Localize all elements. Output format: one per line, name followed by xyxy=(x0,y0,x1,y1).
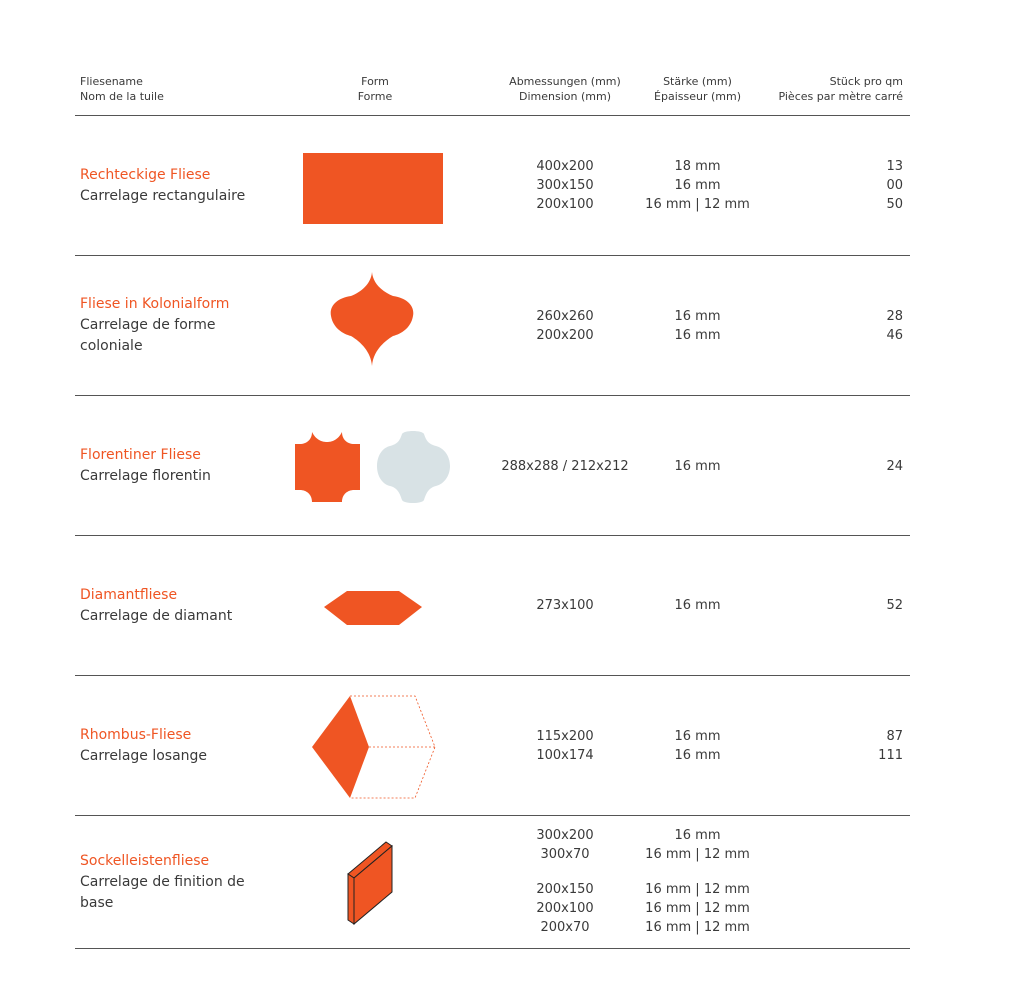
dimension-value: 115x200 xyxy=(536,729,594,744)
tile-name xyxy=(80,585,270,627)
header-name xyxy=(80,74,164,104)
divider xyxy=(75,255,910,256)
thickness-value: 16 mm xyxy=(674,828,721,843)
header-dim-fr: Dimension (mm) xyxy=(519,90,611,103)
dimension-value: 300x70 xyxy=(540,847,590,862)
tile-name-fr: Carrelage de diamant xyxy=(80,608,233,624)
thickness-value: 16 mm xyxy=(674,729,721,744)
tile-name-fr: Carrelage florentin xyxy=(80,468,211,484)
tile-name-fr: Carrelage losange xyxy=(80,748,208,764)
dimension-value: 273x100 xyxy=(536,598,594,613)
header-form xyxy=(330,74,420,104)
header-thk-de: Stärke (mm) xyxy=(663,75,732,88)
thickness-value: 18 mm xyxy=(674,159,721,174)
thickness-value: 16 mm | 12 mm xyxy=(645,847,750,862)
quantity xyxy=(780,307,903,345)
quantity-value: 13 xyxy=(886,159,903,174)
header-form-de: Form xyxy=(361,75,389,88)
quantity xyxy=(780,596,903,615)
dimension-value: 288x288 / 212x212 xyxy=(501,459,629,474)
quantity-value: 28 xyxy=(886,309,903,324)
quantity-value: 24 xyxy=(886,459,903,474)
dimension-value: 300x150 xyxy=(536,178,594,193)
tile-name xyxy=(80,725,270,767)
header-dimension xyxy=(500,74,630,104)
quantity-value: 111 xyxy=(878,748,903,763)
quantity-value: 52 xyxy=(886,598,903,613)
quantity xyxy=(780,727,903,765)
quantity-value: 46 xyxy=(886,328,903,343)
divider xyxy=(75,115,910,116)
thickness xyxy=(630,157,765,214)
tile-name-de: Fliese in Kolonialform xyxy=(80,296,230,312)
tile-name-fr: Carrelage de finition de base xyxy=(80,874,245,911)
tile-name xyxy=(80,294,270,357)
tile-name-fr: Carrelage rectangulaire xyxy=(80,188,246,204)
tile-name-de: Rhombus-Fliese xyxy=(80,727,192,743)
thickness-value: 16 mm | 12 mm xyxy=(645,882,750,897)
tile-name xyxy=(80,851,270,914)
header-quantity xyxy=(760,74,903,104)
tile-name-de: Diamantfliese xyxy=(80,587,178,603)
dimension-value: 400x200 xyxy=(536,159,594,174)
header-name-de: Fliesename xyxy=(80,75,143,88)
tile-name xyxy=(80,165,270,207)
thickness-value: 16 mm xyxy=(674,328,721,343)
dimension-value: 260x260 xyxy=(536,309,594,324)
diamond-tile-shape xyxy=(320,588,426,630)
thickness-value: 16 mm xyxy=(674,309,721,324)
header-dim-de: Abmessungen (mm) xyxy=(509,75,621,88)
tile-name-fr: Carrelage de forme coloniale xyxy=(80,317,216,354)
header-thk-fr: Épaisseur (mm) xyxy=(654,90,741,103)
header-qty-fr: Pièces par mètre carré xyxy=(778,90,903,103)
thickness-value: 16 mm xyxy=(674,178,721,193)
florentine-tile-grey-shape xyxy=(374,428,454,506)
dimensions xyxy=(500,596,630,615)
dimensions xyxy=(500,307,630,345)
dimensions xyxy=(490,457,640,476)
rectangular-tile-shape xyxy=(300,150,450,228)
quantity-value: 87 xyxy=(886,729,903,744)
tile-name-de: Rechteckige Fliese xyxy=(80,167,211,183)
dimension-value: 200x70 xyxy=(540,920,590,935)
thickness xyxy=(630,457,765,476)
tile-name xyxy=(80,445,270,487)
rhombus-tile-shape xyxy=(305,692,440,804)
divider xyxy=(75,815,910,816)
tile-name-de: Florentiner Fliese xyxy=(80,447,201,463)
tile-name-de: Sockelleistenfliese xyxy=(80,853,210,869)
dimension-value: 200x100 xyxy=(536,197,594,212)
thickness-value: 16 mm xyxy=(674,598,721,613)
dimensions xyxy=(500,826,630,937)
quantity xyxy=(780,157,903,214)
thickness xyxy=(630,826,765,937)
skirting-tile-shape xyxy=(340,838,400,930)
header-name-fr: Nom de la tuile xyxy=(80,90,164,103)
dimensions xyxy=(500,727,630,765)
thickness-value: 16 mm xyxy=(674,748,721,763)
florentine-tile-orange-shape xyxy=(292,428,364,506)
header-thickness xyxy=(630,74,765,104)
thickness xyxy=(630,727,765,765)
quantity xyxy=(780,457,903,476)
thickness-value: 16 mm | 12 mm xyxy=(645,920,750,935)
dimension-value: 200x200 xyxy=(536,328,594,343)
divider xyxy=(75,948,910,949)
quantity-value: 50 xyxy=(886,197,903,212)
thickness xyxy=(630,307,765,345)
header-qty-de: Stück pro qm xyxy=(829,75,903,88)
dimension-value: 300x200 xyxy=(536,828,594,843)
thickness-value: 16 mm | 12 mm xyxy=(645,901,750,916)
dimensions xyxy=(500,157,630,214)
thickness-value: 16 mm | 12 mm xyxy=(645,197,750,212)
dimension-value: 200x150 xyxy=(536,882,594,897)
dimension-value: 100x174 xyxy=(536,748,594,763)
quantity-value: 00 xyxy=(886,178,903,193)
divider xyxy=(75,395,910,396)
thickness-value: 16 mm xyxy=(674,459,721,474)
divider xyxy=(75,535,910,536)
dimension-value: 200x100 xyxy=(536,901,594,916)
thickness xyxy=(630,596,765,615)
header-form-fr: Forme xyxy=(357,90,393,103)
colonial-tile-shape xyxy=(325,270,420,370)
divider xyxy=(75,675,910,676)
